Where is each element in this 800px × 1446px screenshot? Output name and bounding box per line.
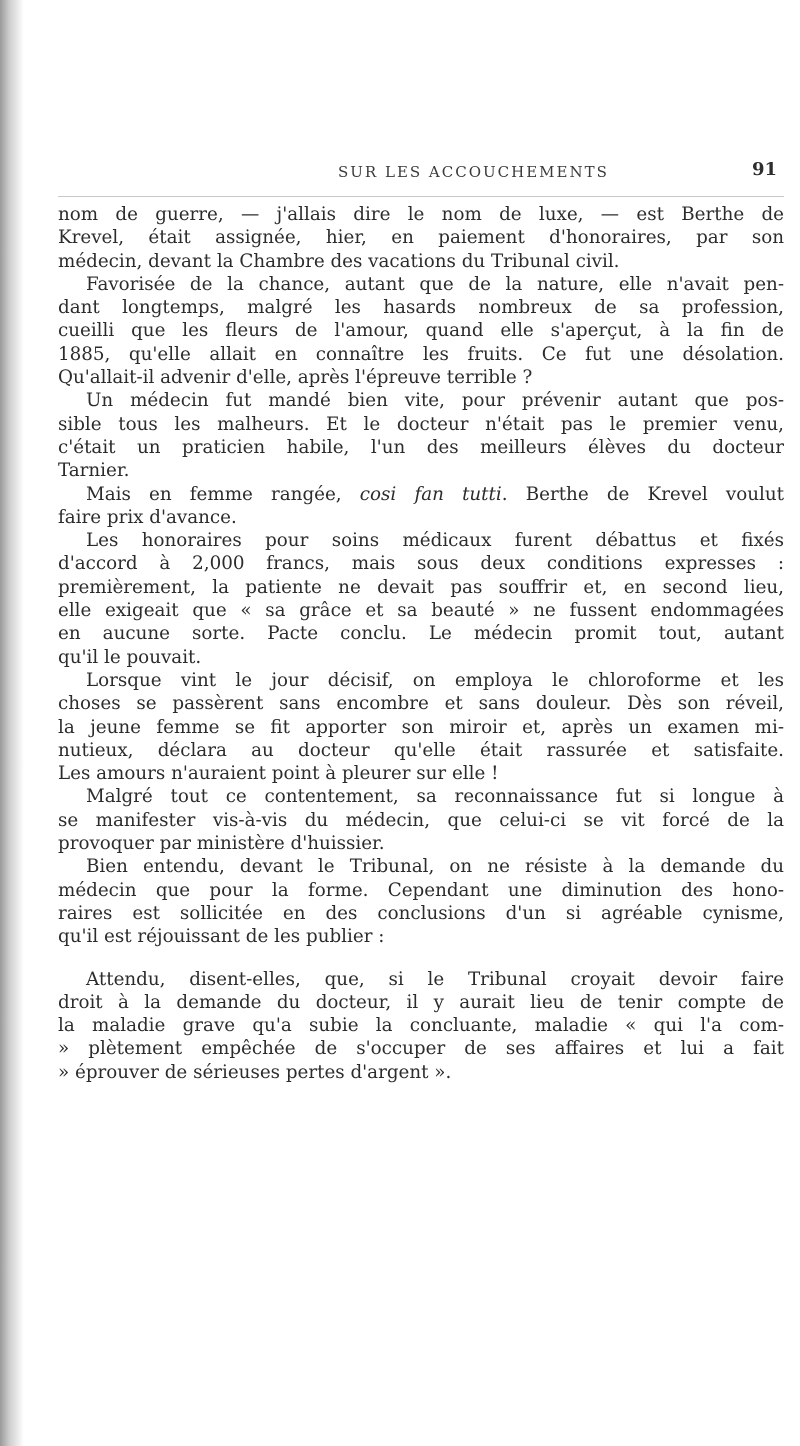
text-line [58,250,784,273]
text-line-content: Attendu, disent-elles, que, si le Tribunal croyait devoir faire [86,968,784,990]
text-line [58,1014,784,1037]
text-line-content: Favorisée de la chance, autant que de la nature, elle n'avait pen- [86,273,784,295]
text-line-content: Malgré tout ce contentement, sa reconnaissance fut si longue à [86,786,784,808]
text-line [58,785,784,808]
text-line-content: c'était un praticien habile, l'un des meilleurs élèves du docteur [58,436,784,458]
text-line-content: médecin que pour la forme. Cependant une diminution des hono- [58,879,784,901]
text-line [58,552,784,575]
text-line-content: cueilli que les fleurs de l'amour, quand elle s'aperçut, à la fin de [58,320,784,342]
text-line [58,1061,784,1084]
text-line-content: premièrement, la patiente ne devait pas souffrir et, en second lieu, [58,576,784,598]
text-line-content: Lorsque vint le jour décisif, on employa le chloroforme et les [86,669,784,691]
text-line-content: la maladie grave qu'a subie la concluante, maladie « qui l'a com- [58,1015,784,1037]
running-head [0,159,800,189]
text-line-content: Les honoraires pour soins médicaux furent débattus et fixés [86,530,784,552]
text-line [58,855,784,878]
text-line [58,599,784,622]
text-line-content: la jeune femme se fit apporter son miroir et, après un examen mi- [58,716,784,738]
text-line [58,902,784,925]
text-line-content: Les amours n'auraient point à pleurer sur elle ! [58,763,499,785]
text-line [58,319,784,342]
text-line [58,506,784,529]
text-line [58,968,784,991]
text-line [58,296,784,319]
text-line-content: se manifester vis-à-vis du médecin, que celui-ci se vit forcé de la [58,809,784,831]
text-line [58,459,784,482]
text-line [58,576,784,599]
running-title: SUR LES ACCOUCHEMENTS [338,163,609,181]
text-line [58,413,784,436]
italic-phrase: cosi fan tutti [359,483,502,505]
text-line-content: raires est sollicitée en des conclusions d'un si agréable cynisme, [58,902,784,924]
text-line [58,692,784,715]
text-line-content: droit à la demande du docteur, il y aurait lieu de tenir compte de [58,991,784,1013]
text-line [58,809,784,832]
text-line-content: » plètement empêchée de s'occuper de ses affaires et lui a fait [58,1038,784,1060]
header-rule [58,196,784,197]
text-line-content: provoquer par ministère d'huissier. [58,833,385,855]
paragraph-gap [58,949,784,968]
text-line-content: elle exigeait que « sa grâce et sa beauté » ne fussent endommagées [58,600,784,622]
text-line [58,483,784,506]
text-line [58,226,784,249]
text-line [58,389,784,412]
text-line-content: dant longtemps, malgré les hasards nombreux de sa profession, [58,297,784,319]
text-line [58,925,784,948]
text-line-content: 1885, qu'elle allait en connaître les fruits. Ce fut une désolation. [58,343,784,365]
text-line [58,762,784,785]
text-line [58,832,784,855]
text-line-content: Qu'allait-il advenir d'elle, après l'épreuve terrible ? [58,367,533,389]
text-line-content: faire prix d'avance. [58,506,237,528]
text-line-content: Tarnier. [58,460,130,482]
text-line [58,436,784,459]
text-line-content: Mais en femme rangée, [86,483,360,505]
text-line-content: choses se passèrent sans encombre et sans douleur. Dès son réveil, [58,693,784,715]
text-line-content: sible tous les malheurs. Et le docteur n'était pas le premier venu, [58,413,784,435]
text-line [58,203,784,226]
text-line [58,622,784,645]
text-line-content: nom de guerre, — j'allais dire le nom de luxe, — est Berthe de [58,204,784,225]
text-line [58,366,784,389]
text-line-content: d'accord à 2,000 francs, mais sous deux conditions expresses : [58,553,784,575]
body-text [58,203,784,1084]
text-line [58,669,784,692]
text-line-content: Krevel, était assignée, hier, en paiement d'honoraires, par son [58,227,784,249]
text-line [58,716,784,739]
text-line [58,646,784,669]
text-line-content: nutieux, déclara au docteur qu'elle était rassurée et satisfaite. [58,739,784,761]
text-line [58,879,784,902]
text-line [58,991,784,1014]
text-line-content: » éprouver de sérieuses pertes d'argent ». [58,1061,452,1083]
text-line-content: qu'il le pouvait. [58,646,202,668]
text-line-continuation: . Berthe de Krevel voulut [501,483,784,505]
text-line [58,529,784,552]
text-line [58,739,784,762]
page-number: 91 [752,159,778,180]
text-line-content: médecin, devant la Chambre des vacations du Tribunal civil. [58,250,620,272]
text-line-content: Un médecin fut mandé bien vite, pour prévenir autant que pos- [86,390,784,412]
text-line-content: Bien entendu, devant le Tribunal, on ne résiste à la demande du [86,856,784,878]
text-line-content: en aucune sorte. Pacte conclu. Le médecin promit tout, autant [58,623,784,645]
text-line [58,1037,784,1060]
text-line [58,273,784,296]
text-line [58,343,784,366]
text-line-content: qu'il est réjouissant de les publier : [58,926,385,948]
